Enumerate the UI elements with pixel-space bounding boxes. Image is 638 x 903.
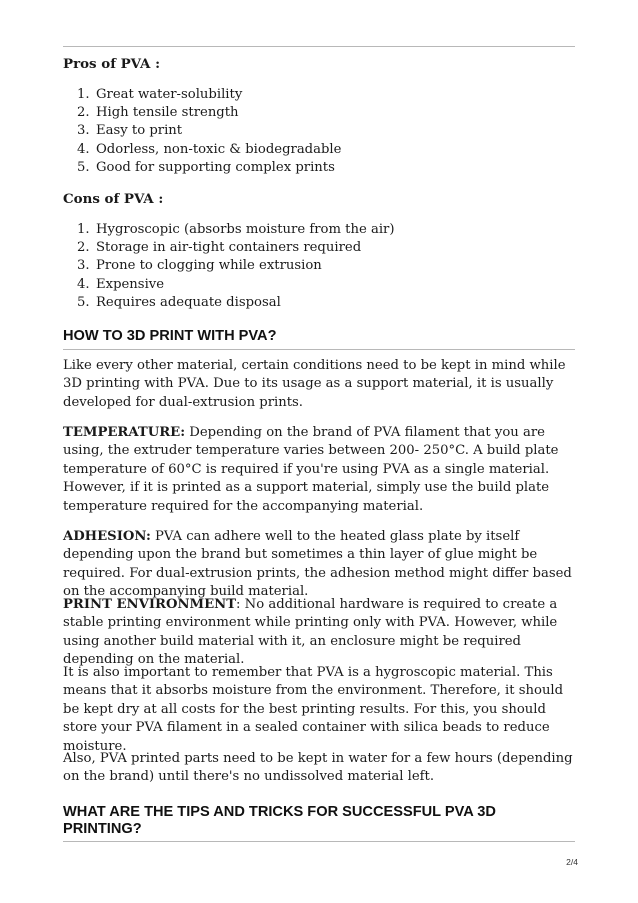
pros-item	[63, 122, 341, 140]
list-text: Good for supporting complex prints	[96, 159, 335, 175]
cons-item	[63, 239, 395, 257]
hygroscopic-paragraph: It is also important to remember that PVA is a hygroscopic material. This means that it absorbs moisture from the environment. Therefore, it should be kept dry at all costs for the best printing results. For this, you should store your PVA filament in a sealed container with silica beads to reduce moisture.	[63, 665, 564, 754]
pros-item	[63, 159, 341, 177]
list-number: 3.	[77, 258, 90, 274]
cons-item	[63, 221, 395, 239]
list-text: Requires adequate disposal	[96, 294, 281, 310]
water-paragraph: Also, PVA printed parts need to be kept in water for a few hours (depending on the brand) until there's no undissolved material left.	[63, 751, 573, 785]
howto-intro: Like every other material, certain conditions need to be kept in mind while 3D printing with PVA. Due to its usage as a support material, it is usually developed for dual-extrusion prints.	[63, 358, 566, 410]
howto-heading: HOW TO 3D PRINT WITH PVA?	[63, 328, 277, 344]
pros-title: Pros of PVA :	[63, 56, 161, 72]
temperature-text: Depending on the brand of PVA filament that you are using, the extruder temperature varies between 200- 250°C. A build plate temperature of 60°C is required if you're using PVA as a single material. However, if it is printed as a support material, simply use the build plate temperature required for the accompanying material.	[63, 425, 559, 514]
list-number: 1.	[77, 222, 90, 237]
list-number: 4.	[77, 276, 90, 292]
list-number: 2.	[77, 240, 90, 256]
environment-label: PRINT ENVIRONMENT	[63, 597, 237, 612]
list-text: Hygroscopic (absorbs moisture from the air)	[96, 222, 395, 237]
cons-item	[63, 294, 395, 312]
list-number: 5.	[77, 159, 90, 175]
list-number: 1.	[77, 87, 90, 102]
list-number: 2.	[77, 105, 90, 121]
list-text: Great water-solubility	[96, 87, 243, 102]
list-number: 4.	[77, 141, 90, 157]
cons-item	[63, 276, 395, 294]
temperature-label: TEMPERATURE:	[63, 425, 186, 440]
environment-paragraph	[63, 596, 579, 670]
top-divider	[63, 46, 575, 47]
pros-item	[63, 86, 341, 104]
page-number: 2/4	[566, 857, 578, 867]
pros-item	[63, 141, 341, 159]
list-text: High tensile strength	[96, 105, 239, 121]
temperature-paragraph	[63, 424, 579, 516]
pros-list	[63, 86, 341, 177]
adhesion-label: ADHESION:	[63, 529, 151, 544]
list-number: 5.	[77, 294, 90, 310]
list-text: Easy to print	[96, 123, 183, 139]
cons-list	[63, 221, 395, 312]
adhesion-text: PVA can adhere well to the heated glass plate by itself depending upon the brand but sometimes a thin layer of glue might be required. For dual-extrusion prints, the adhesion method might differ based on the accompanying build material.	[63, 529, 572, 600]
list-text: Odorless, non-toxic & biodegradable	[96, 141, 342, 157]
list-number: 3.	[77, 123, 90, 139]
list-text: Expensive	[96, 276, 165, 292]
cons-item	[63, 257, 395, 275]
tips-heading: WHAT ARE THE TIPS AND TRICKS FOR SUCCESSFUL PVA 3D PRINTING?	[63, 804, 496, 837]
tips-divider	[63, 841, 575, 842]
howto-divider	[63, 349, 575, 350]
list-text: Prone to clogging while extrusion	[96, 258, 322, 274]
pros-item	[63, 104, 341, 122]
cons-title: Cons of PVA :	[63, 191, 164, 207]
list-text: Storage in air-tight containers required	[96, 240, 362, 256]
adhesion-paragraph	[63, 528, 579, 602]
environment-text: : No additional hardware is required to create a stable printing environment while printing only with PVA. However, while using another build material with it, an enclosure might be required depending on the material.	[63, 597, 558, 668]
